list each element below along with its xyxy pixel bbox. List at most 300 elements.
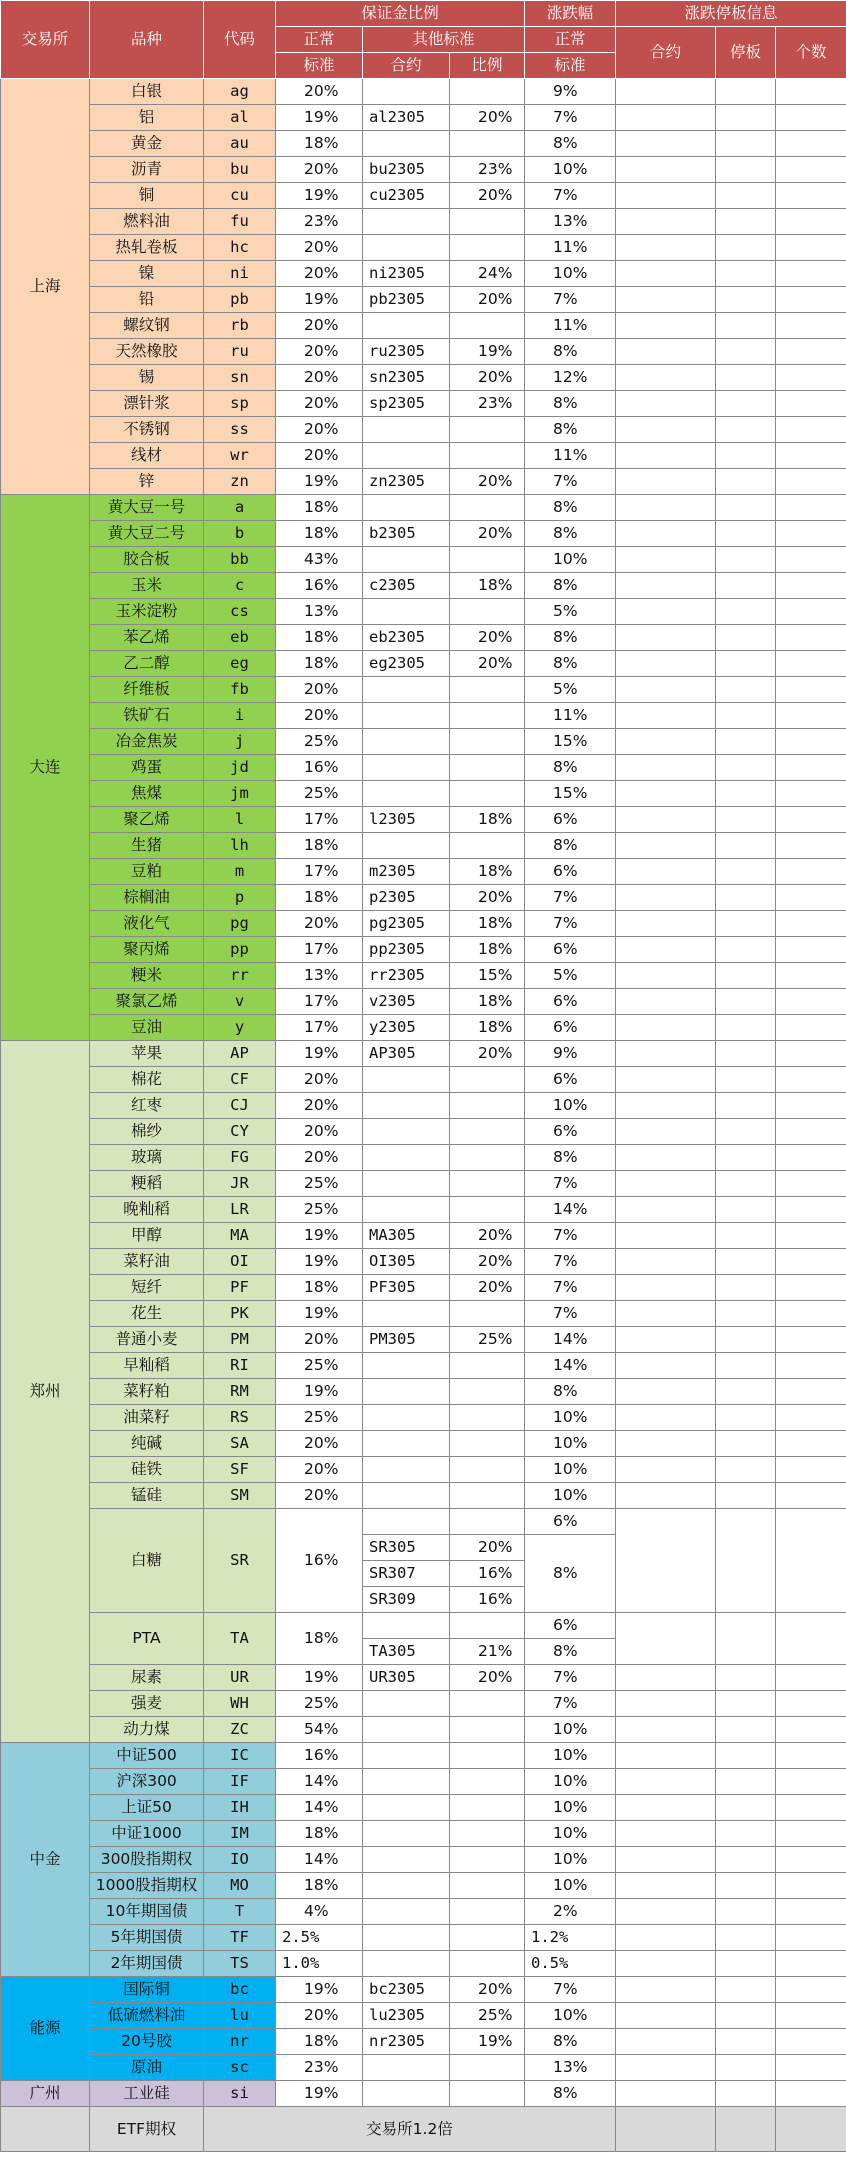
limit-standard: 10% [525, 261, 616, 287]
variety-code: lh [204, 833, 276, 859]
limit-standard: 8% [525, 1145, 616, 1171]
table-row [1, 963, 846, 989]
stop-contract [616, 547, 716, 573]
variety-code: eg [204, 651, 276, 677]
table-row [1, 1067, 846, 1093]
other-contract [363, 1067, 450, 1093]
other-ratio: 23% [450, 391, 525, 417]
table-row [1, 1171, 846, 1197]
variety-name: 玉米 [90, 573, 204, 599]
stop-board [716, 911, 776, 937]
margin-standard: 20% [276, 911, 363, 937]
stop-board [716, 885, 776, 911]
margin-standard: 18% [276, 833, 363, 859]
variety-name: 黄大豆二号 [90, 521, 204, 547]
limit-standard: 11% [525, 443, 616, 469]
variety-code: pp [204, 937, 276, 963]
stop-contract [616, 1925, 716, 1951]
margin-standard: 18% [276, 1275, 363, 1301]
margin-standard: 16% [276, 573, 363, 599]
stop-contract [616, 2081, 716, 2107]
other-ratio: 19% [450, 339, 525, 365]
table-row [1, 807, 846, 833]
other-ratio: 20% [450, 365, 525, 391]
variety-name: 螺纹钢 [90, 313, 204, 339]
stop-count [776, 157, 846, 183]
variety-code: TF [204, 1925, 276, 1951]
limit-standard: 8% [525, 2029, 616, 2055]
other-contract: eb2305 [363, 625, 450, 651]
margin-standard: 20% [276, 235, 363, 261]
stop-count [776, 1483, 846, 1509]
stop-count [776, 1379, 846, 1405]
other-ratio [450, 443, 525, 469]
other-ratio: 25% [450, 1327, 525, 1353]
variety-name: 铜 [90, 183, 204, 209]
stop-board [716, 1899, 776, 1925]
other-contract: bc2305 [363, 1977, 450, 2003]
other-contract: UR305 [363, 1665, 450, 1691]
stop-count [776, 807, 846, 833]
variety-code: cu [204, 183, 276, 209]
other-ratio [450, 131, 525, 157]
margin-standard: 18% [276, 521, 363, 547]
other-ratio [450, 755, 525, 781]
exchange-gz: 广州 [1, 2081, 90, 2107]
variety-code: SF [204, 1457, 276, 1483]
stop-board [716, 1301, 776, 1327]
limit-standard: 6% [525, 1067, 616, 1093]
other-ratio [450, 495, 525, 521]
limit-standard: 11% [525, 703, 616, 729]
stop-contract [616, 1145, 716, 1171]
variety-name: 尿素 [90, 1665, 204, 1691]
limit-standard: 10% [525, 2003, 616, 2029]
stop-count [776, 1353, 846, 1379]
table-row [1, 261, 846, 287]
other-contract [363, 1301, 450, 1327]
stop-count [776, 339, 846, 365]
stop-count [776, 131, 846, 157]
table-row [1, 1327, 846, 1353]
stop-count [776, 1431, 846, 1457]
other-ratio: 20% [450, 1223, 525, 1249]
stop-contract [616, 599, 716, 625]
stop-contract [616, 1847, 716, 1873]
other-ratio [450, 1067, 525, 1093]
variety-name: 低硫燃料油 [90, 2003, 204, 2029]
stop-contract [616, 2055, 716, 2081]
variety-code: c [204, 573, 276, 599]
variety-code: IM [204, 1821, 276, 1847]
other-ratio [450, 781, 525, 807]
stop-count [776, 729, 846, 755]
variety-name: 棕榈油 [90, 885, 204, 911]
other-ratio [450, 2081, 525, 2107]
other-ratio: 18% [450, 989, 525, 1015]
stop-contract [616, 235, 716, 261]
stop-board [716, 339, 776, 365]
stop-board [716, 1093, 776, 1119]
limit-standard: 6% [525, 859, 616, 885]
exchange-zj: 中金 [1, 1743, 90, 1977]
stop-board [716, 1743, 776, 1769]
stop-board [716, 287, 776, 313]
stop-contract [616, 833, 716, 859]
stop-board [716, 677, 776, 703]
margin-standard: 25% [276, 729, 363, 755]
variety-code: IH [204, 1795, 276, 1821]
table-row [1, 79, 846, 105]
other-ratio [450, 1899, 525, 1925]
margin-standard: 18% [276, 1821, 363, 1847]
other-ratio [450, 1301, 525, 1327]
variety-name: 油菜籽 [90, 1405, 204, 1431]
variety-code: sn [204, 365, 276, 391]
margin-standard: 14% [276, 1769, 363, 1795]
limit-standard: 14% [525, 1327, 616, 1353]
margin-standard: 20% [276, 339, 363, 365]
other-contract: AP305 [363, 1041, 450, 1067]
other-ratio [450, 1197, 525, 1223]
stop-board [716, 1119, 776, 1145]
variety-name: 热轧卷板 [90, 235, 204, 261]
header-count: 个数 [776, 27, 846, 79]
stop-board [716, 105, 776, 131]
other-contract: pb2305 [363, 287, 450, 313]
other-contract [363, 313, 450, 339]
table-row [1, 1899, 846, 1925]
variety-code: m [204, 859, 276, 885]
variety-code: b [204, 521, 276, 547]
variety-code: jm [204, 781, 276, 807]
variety-code: IO [204, 1847, 276, 1873]
margin-standard: 20% [276, 313, 363, 339]
stop-count [776, 183, 846, 209]
table-row [1, 1431, 846, 1457]
stop-contract [616, 1873, 716, 1899]
other-ratio: 16% [450, 1561, 525, 1587]
variety-code: sp [204, 391, 276, 417]
margin-standard: 23% [276, 209, 363, 235]
margin-standard: 23% [276, 2055, 363, 2081]
other-contract: b2305 [363, 521, 450, 547]
variety-code: v [204, 989, 276, 1015]
stop-contract [616, 859, 716, 885]
variety-name: 鸡蛋 [90, 755, 204, 781]
margin-standard: 54% [276, 1717, 363, 1743]
table-row [1, 1821, 846, 1847]
variety-name: 黄金 [90, 131, 204, 157]
stop-count [776, 703, 846, 729]
variety-name: 玻璃 [90, 1145, 204, 1171]
stop-contract [616, 651, 716, 677]
variety-name: 纤维板 [90, 677, 204, 703]
variety-name: 上证50 [90, 1795, 204, 1821]
margin-standard: 20% [276, 443, 363, 469]
other-ratio [450, 1145, 525, 1171]
variety-name: 锡 [90, 365, 204, 391]
other-contract: nr2305 [363, 2029, 450, 2055]
variety-name: 生猪 [90, 833, 204, 859]
stop-board [716, 2003, 776, 2029]
limit-standard: 8% [525, 495, 616, 521]
variety-code: TS [204, 1951, 276, 1977]
variety-name: 铅 [90, 287, 204, 313]
other-ratio [450, 1509, 525, 1535]
variety-code: T [204, 1899, 276, 1925]
other-contract [363, 1431, 450, 1457]
exchange-sh: 上海 [1, 79, 90, 495]
other-ratio: 20% [450, 625, 525, 651]
header-limit-standard: 标准 [525, 53, 616, 79]
margin-standard: 19% [276, 1041, 363, 1067]
margin-standard: 18% [276, 625, 363, 651]
variety-name: 苹果 [90, 1041, 204, 1067]
stop-board [716, 807, 776, 833]
other-ratio: 20% [450, 521, 525, 547]
table-row [1, 1717, 846, 1743]
stop-board [716, 1275, 776, 1301]
margin-standard: 25% [276, 1353, 363, 1379]
limit-standard: 14% [525, 1197, 616, 1223]
stop-board [716, 833, 776, 859]
limit-standard: 9% [525, 79, 616, 105]
stop-contract [616, 1457, 716, 1483]
table-row [1, 885, 846, 911]
limit-standard: 8% [525, 1535, 616, 1613]
variety-name: 5年期国债 [90, 1925, 204, 1951]
stop-contract [616, 1119, 716, 1145]
stop-board [716, 1379, 776, 1405]
margin-standard: 19% [276, 183, 363, 209]
variety-name: 早籼稻 [90, 1353, 204, 1379]
limit-standard: 8% [525, 625, 616, 651]
table-row [1, 2055, 846, 2081]
variety-name: 粳稻 [90, 1171, 204, 1197]
other-ratio: 24% [450, 261, 525, 287]
variety-code: au [204, 131, 276, 157]
table-row [1, 573, 846, 599]
limit-standard: 6% [525, 1015, 616, 1041]
table-row [1, 287, 846, 313]
stop-count [776, 1249, 846, 1275]
stop-board [716, 131, 776, 157]
stop-count [776, 391, 846, 417]
limit-standard: 2% [525, 1899, 616, 1925]
header-ratio: 比例 [450, 53, 525, 79]
table-row [1, 677, 846, 703]
other-ratio [450, 703, 525, 729]
variety-name: 胶合板 [90, 547, 204, 573]
stop-board [716, 1145, 776, 1171]
limit-standard: 11% [525, 235, 616, 261]
variety-name: 10年期国债 [90, 1899, 204, 1925]
stop-count [776, 1665, 846, 1691]
variety-name: 强麦 [90, 1691, 204, 1717]
table-row [1, 1249, 846, 1275]
table-row [1, 729, 846, 755]
other-ratio [450, 1743, 525, 1769]
limit-standard: 7% [525, 1249, 616, 1275]
stop-contract [616, 1379, 716, 1405]
other-contract [363, 1899, 450, 1925]
stop-count [776, 2003, 846, 2029]
other-ratio: 21% [450, 1639, 525, 1665]
variety-name: 沪深300 [90, 1769, 204, 1795]
limit-standard: 6% [525, 807, 616, 833]
stop-count [776, 521, 846, 547]
limit-standard: 14% [525, 1353, 616, 1379]
stop-count [776, 2081, 846, 2107]
stop-contract [616, 339, 716, 365]
other-ratio: 20% [450, 1977, 525, 2003]
variety-code: ZC [204, 1717, 276, 1743]
variety-code: hc [204, 235, 276, 261]
other-ratio [450, 1093, 525, 1119]
margin-standard: 16% [276, 755, 363, 781]
other-contract: l2305 [363, 807, 450, 833]
stop-count [776, 677, 846, 703]
table-row [1, 1197, 846, 1223]
stop-count [776, 235, 846, 261]
table-row [1, 1093, 846, 1119]
stop-count [776, 79, 846, 105]
variety-code: bb [204, 547, 276, 573]
other-ratio [450, 1483, 525, 1509]
table-row [1, 157, 846, 183]
other-contract [363, 235, 450, 261]
limit-standard: 7% [525, 885, 616, 911]
other-contract [363, 1847, 450, 1873]
stop-contract [616, 755, 716, 781]
stop-count [776, 937, 846, 963]
other-contract [363, 1769, 450, 1795]
margin-standard: 19% [276, 1249, 363, 1275]
table-row [1, 1977, 846, 2003]
stop-contract [616, 1977, 716, 2003]
stop-count [776, 651, 846, 677]
limit-standard: 7% [525, 1223, 616, 1249]
other-contract: p2305 [363, 885, 450, 911]
other-contract: y2305 [363, 1015, 450, 1041]
variety-code: ss [204, 417, 276, 443]
table-row [1, 1483, 846, 1509]
table-row [1, 2003, 846, 2029]
other-contract [363, 755, 450, 781]
other-contract [363, 1353, 450, 1379]
stop-board [716, 599, 776, 625]
stop-contract [616, 1743, 716, 1769]
margin-standard: 19% [276, 2081, 363, 2107]
other-contract [363, 1613, 450, 1639]
stop-contract [616, 625, 716, 651]
stop-board [716, 209, 776, 235]
other-contract: zn2305 [363, 469, 450, 495]
table-row [1, 339, 846, 365]
table-row [1, 2081, 846, 2107]
variety-code: rr [204, 963, 276, 989]
stop-count [776, 1717, 846, 1743]
stop-count [776, 599, 846, 625]
stop-board [716, 1431, 776, 1457]
table-row [1, 547, 846, 573]
other-ratio [450, 1873, 525, 1899]
table-row [1, 1665, 846, 1691]
header-other-standard: 其他标准 [363, 27, 525, 53]
stop-count [776, 105, 846, 131]
other-ratio [450, 1951, 525, 1977]
other-ratio [450, 599, 525, 625]
stop-count [776, 1223, 846, 1249]
limit-standard: 6% [525, 989, 616, 1015]
table-row [1, 599, 846, 625]
variety-name: 棉花 [90, 1067, 204, 1093]
limit-standard: 6% [525, 937, 616, 963]
variety-name: 燃料油 [90, 209, 204, 235]
limit-standard: 8% [525, 417, 616, 443]
other-ratio: 20% [450, 287, 525, 313]
other-contract: al2305 [363, 105, 450, 131]
stop-contract [616, 1249, 716, 1275]
limit-standard: 15% [525, 729, 616, 755]
other-ratio: 15% [450, 963, 525, 989]
other-contract [363, 1795, 450, 1821]
other-contract [363, 2055, 450, 2081]
stop-contract [616, 1093, 716, 1119]
stop-contract [616, 937, 716, 963]
stop-count [776, 1613, 846, 1665]
stop-count [776, 1769, 846, 1795]
header-code: 代码 [204, 1, 276, 79]
other-contract [363, 599, 450, 625]
limit-standard: 10% [525, 1483, 616, 1509]
table-row [1, 1769, 846, 1795]
stop-contract [616, 157, 716, 183]
other-ratio: 18% [450, 1015, 525, 1041]
table-row [1, 1795, 846, 1821]
variety-code: PK [204, 1301, 276, 1327]
stop-board [716, 2107, 776, 2152]
limit-standard: 6% [525, 1509, 616, 1535]
stop-contract [616, 1821, 716, 1847]
other-contract [363, 1509, 450, 1535]
variety-name: 焦煤 [90, 781, 204, 807]
limit-standard: 8% [525, 833, 616, 859]
table-row [1, 703, 846, 729]
margin-standard: 14% [276, 1847, 363, 1873]
variety-code: AP [204, 1041, 276, 1067]
margin-standard: 25% [276, 1171, 363, 1197]
limit-standard: 11% [525, 313, 616, 339]
stop-count [776, 859, 846, 885]
other-ratio: 18% [450, 937, 525, 963]
stop-contract [616, 1223, 716, 1249]
table-row [1, 1379, 846, 1405]
stop-contract [616, 391, 716, 417]
stop-board [716, 1457, 776, 1483]
stop-contract [616, 703, 716, 729]
table-row [1, 755, 846, 781]
limit-standard: 7% [525, 183, 616, 209]
stop-contract [616, 183, 716, 209]
limit-standard: 8% [525, 573, 616, 599]
other-ratio [450, 1171, 525, 1197]
limit-standard: 8% [525, 391, 616, 417]
stop-contract [616, 105, 716, 131]
stop-board [716, 2081, 776, 2107]
limit-standard: 6% [525, 1119, 616, 1145]
